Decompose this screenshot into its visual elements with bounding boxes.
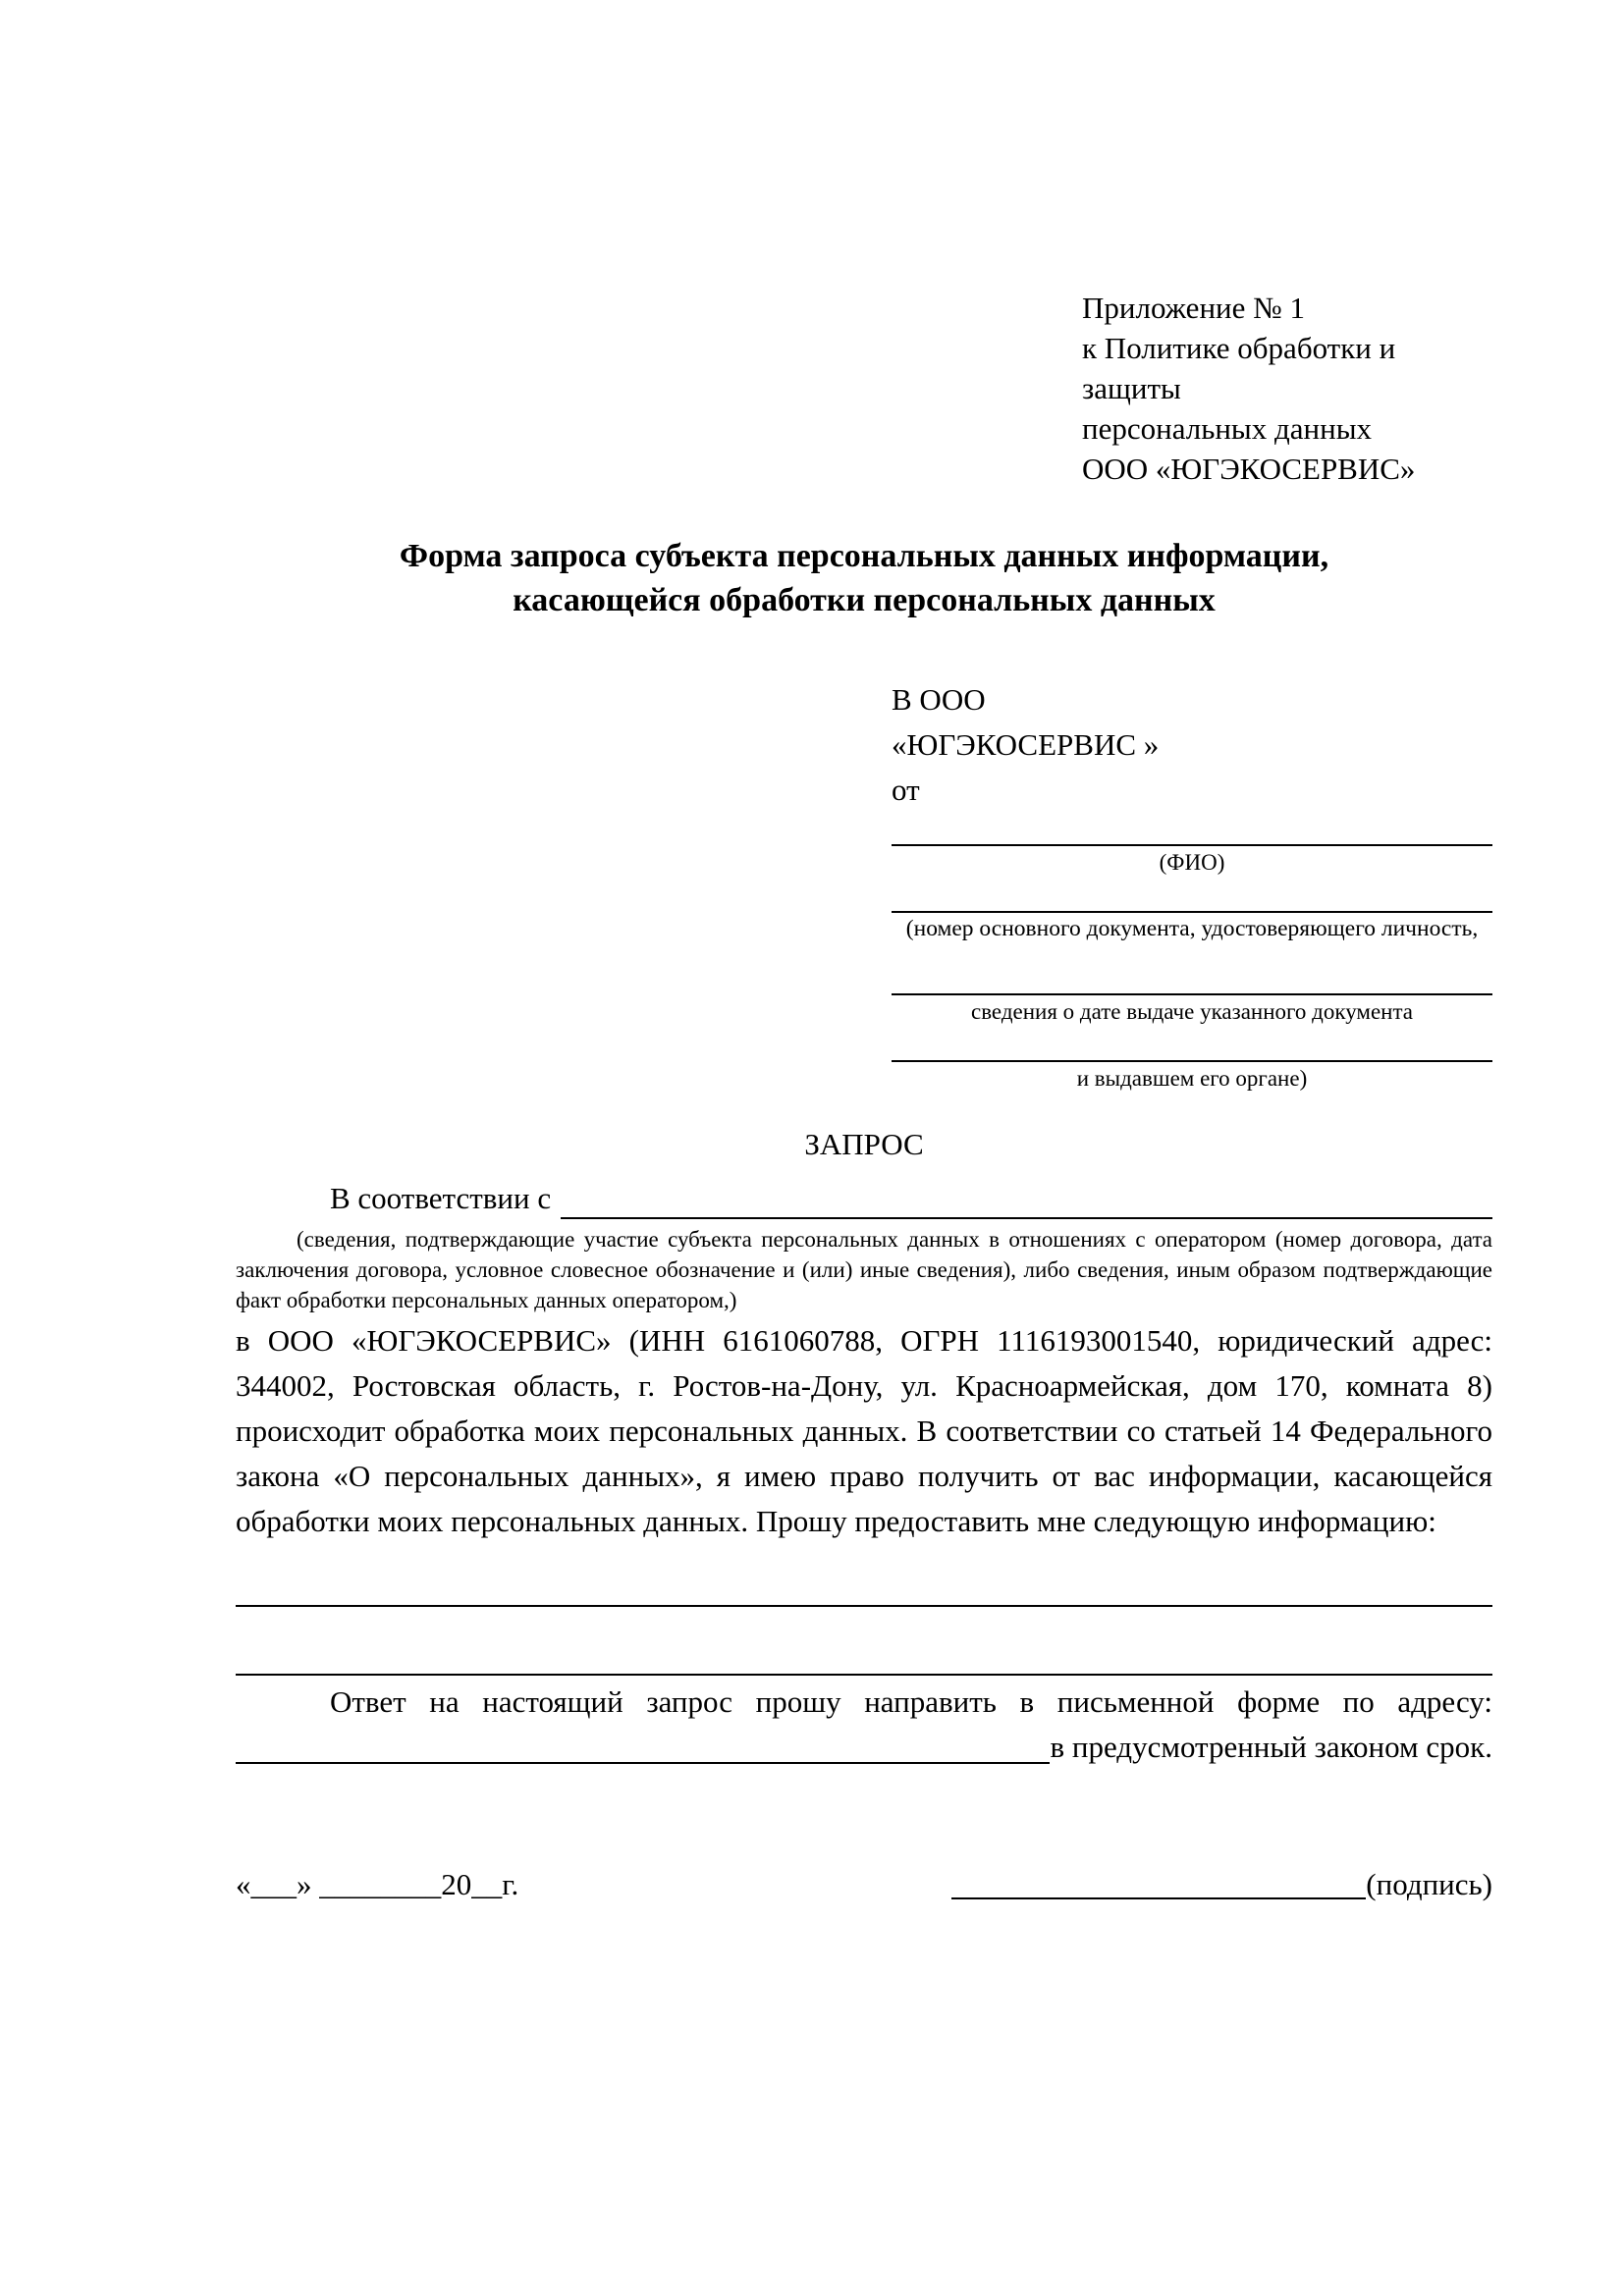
intro-text: В соответствии с — [330, 1181, 552, 1215]
information-blank-line — [236, 1674, 1492, 1676]
document-title — [236, 534, 1492, 622]
signature-row — [236, 1864, 1492, 1905]
annex-line: ООО «ЮГЭКОСЕРВИС» — [1082, 452, 1416, 486]
intro-blank-line — [561, 1217, 1492, 1219]
signature-blank-line — [951, 1897, 1366, 1899]
intro-line — [236, 1178, 1492, 1219]
issue-date-label: сведения о дате выдаче указанного документа — [970, 999, 1414, 1024]
address-line — [236, 1725, 1492, 1770]
request-heading: ЗАПРОС — [804, 1127, 924, 1161]
annex-line: к Политике обработки и защиты — [1082, 331, 1396, 405]
date-line: «___» ________20__г. — [236, 1867, 519, 1901]
issuing-authority-blank-line — [892, 1060, 1492, 1062]
response-suffix: в предусмотренный законом срок. — [1050, 1730, 1492, 1764]
addressee-block — [892, 677, 1492, 1092]
annex-block — [1082, 288, 1492, 489]
signature-label: (подпись) — [1366, 1867, 1492, 1901]
addressee-line: «ЮГЭКОСЕРВИС » — [892, 727, 1160, 762]
title-line: Форма запроса субъекта персональных данных информации, — [399, 538, 1329, 574]
fio-label: (ФИО) — [1159, 850, 1225, 875]
document-number-blank-line — [892, 911, 1492, 913]
issuing-authority-label: и выдавшем его органе) — [1076, 1066, 1308, 1091]
annex-line: Приложение № 1 — [1082, 291, 1305, 325]
address-blank-line — [236, 1762, 1050, 1764]
footnote-text: (сведения, подтверждающие участие субъекта персональных данных в отношениях с оператором (номер договора, дата заключения договора, условное словесное обозначение и (или) иные сведения), либо сведения, иным образом подтверждающие факт обработки персональных данных оператором,) — [236, 1227, 1492, 1312]
signature-part — [951, 1864, 1492, 1905]
addressee-line: В ООО — [892, 682, 986, 717]
information-blank-line — [236, 1605, 1492, 1607]
title-line: касающейся обработки персональных данных — [513, 582, 1216, 618]
fio-blank-line — [892, 844, 1492, 846]
issue-date-blank-line — [892, 993, 1492, 995]
response-sentence: Ответ на настоящий запрос прошу направить в письменной форме по адресу: — [330, 1684, 1492, 1719]
addressee-line: от — [892, 773, 920, 807]
document-content — [236, 0, 1492, 1905]
annex-line: персональных данных — [1082, 411, 1373, 446]
document-number-label: (номер основного документа, удостоверяющего личность, — [905, 916, 1479, 941]
body-paragraph: в ООО «ЮГЭКОСЕРВИС» (ИНН 6161060788, ОГРН 1116193001540, юридический адрес: 344002, Ростовская область, г. Ростов-на-Дону, ул. Красноармейская, дом 170, комната 8) происходит обработка моих персональных данных. В соответствии со статьей 14 Федерального закона «О персональных данных», я имею право получить от вас информации, касающейся обработки моих персональных данных. Прошу предоставить мне следующую информацию: — [236, 1323, 1492, 1538]
